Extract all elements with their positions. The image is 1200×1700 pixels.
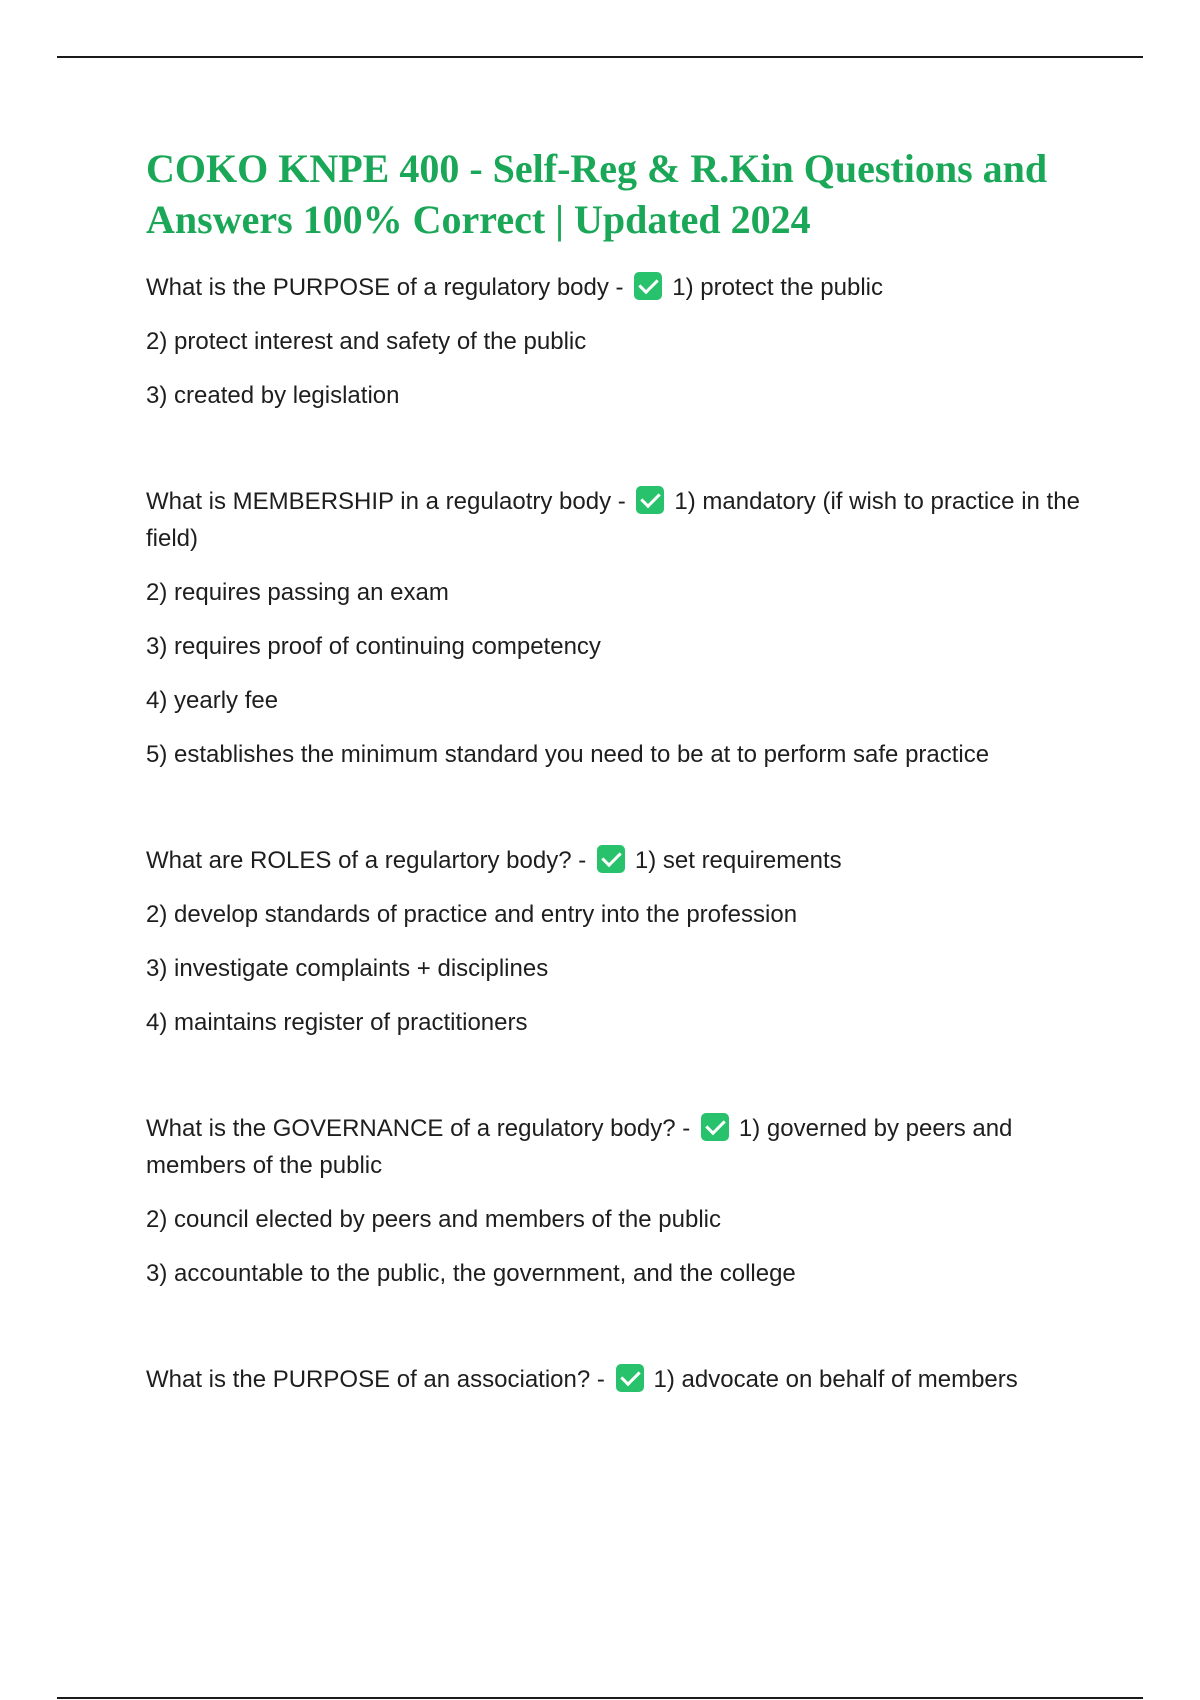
top-rule (57, 56, 1143, 58)
question-text: What is the PURPOSE of a regulatory body - (146, 274, 624, 301)
qa-item (146, 1110, 1086, 1292)
bottom-rule (57, 1697, 1143, 1699)
answer-line: 3) requires proof of continuing competency (146, 633, 601, 660)
qa-question-line (146, 483, 1086, 557)
document-title: COKO KNPE 400 - Self-Reg & R.Kin Questions and Answers 100% Correct | Updated 2024 (146, 146, 1048, 242)
answer-line: 3) investigate complaints + disciplines (146, 955, 549, 982)
check-mark-icon (636, 486, 664, 514)
answer-line: 5) establishes the minimum standard you need to be at to perform safe practice (146, 741, 990, 768)
answer-line: 2) requires passing an exam (146, 579, 449, 606)
answer-line: 2) protect interest and safety of the public (146, 328, 587, 355)
answer-line: 2) council elected by peers and members of the public (146, 1206, 721, 1233)
question-text: What is the GOVERNANCE of a regulatory body? - (146, 1115, 691, 1142)
qa-item (146, 269, 1086, 414)
question-text: What is MEMBERSHIP in a regulaotry body - (146, 488, 626, 515)
check-mark-icon (701, 1113, 729, 1141)
answer-text: 1) mandatory (if wish to practice in the field) (146, 488, 1080, 552)
qa-question-line (146, 1361, 1086, 1398)
qa-item (146, 483, 1086, 773)
answer-line: 4) maintains register of practitioners (146, 1009, 528, 1036)
qa-item (146, 842, 1086, 1041)
answer-line: 4) yearly fee (146, 687, 279, 714)
answer-text: 1) protect the public (672, 274, 884, 301)
answer-line: 2) develop standards of practice and entry into the profession (146, 901, 798, 928)
qa-question-line (146, 1110, 1086, 1184)
document-body (146, 143, 1086, 1467)
qa-item (146, 1361, 1086, 1398)
answer-text: 1) set requirements (634, 847, 842, 874)
answer-line: 3) created by legislation (146, 382, 400, 409)
qa-question-line (146, 842, 1086, 879)
check-mark-icon (597, 845, 625, 873)
question-text: What is the PURPOSE of an association? - (146, 1366, 605, 1393)
check-mark-icon (616, 1364, 644, 1392)
check-mark-icon (634, 272, 662, 300)
answer-text: 1) governed by peers and members of the public (146, 1115, 1013, 1179)
qa-question-line (146, 269, 1086, 306)
answer-text: 1) advocate on behalf of members (653, 1366, 1018, 1393)
answer-line: 3) accountable to the public, the government, and the college (146, 1260, 796, 1287)
question-text: What are ROLES of a regulartory body? - (146, 847, 587, 874)
